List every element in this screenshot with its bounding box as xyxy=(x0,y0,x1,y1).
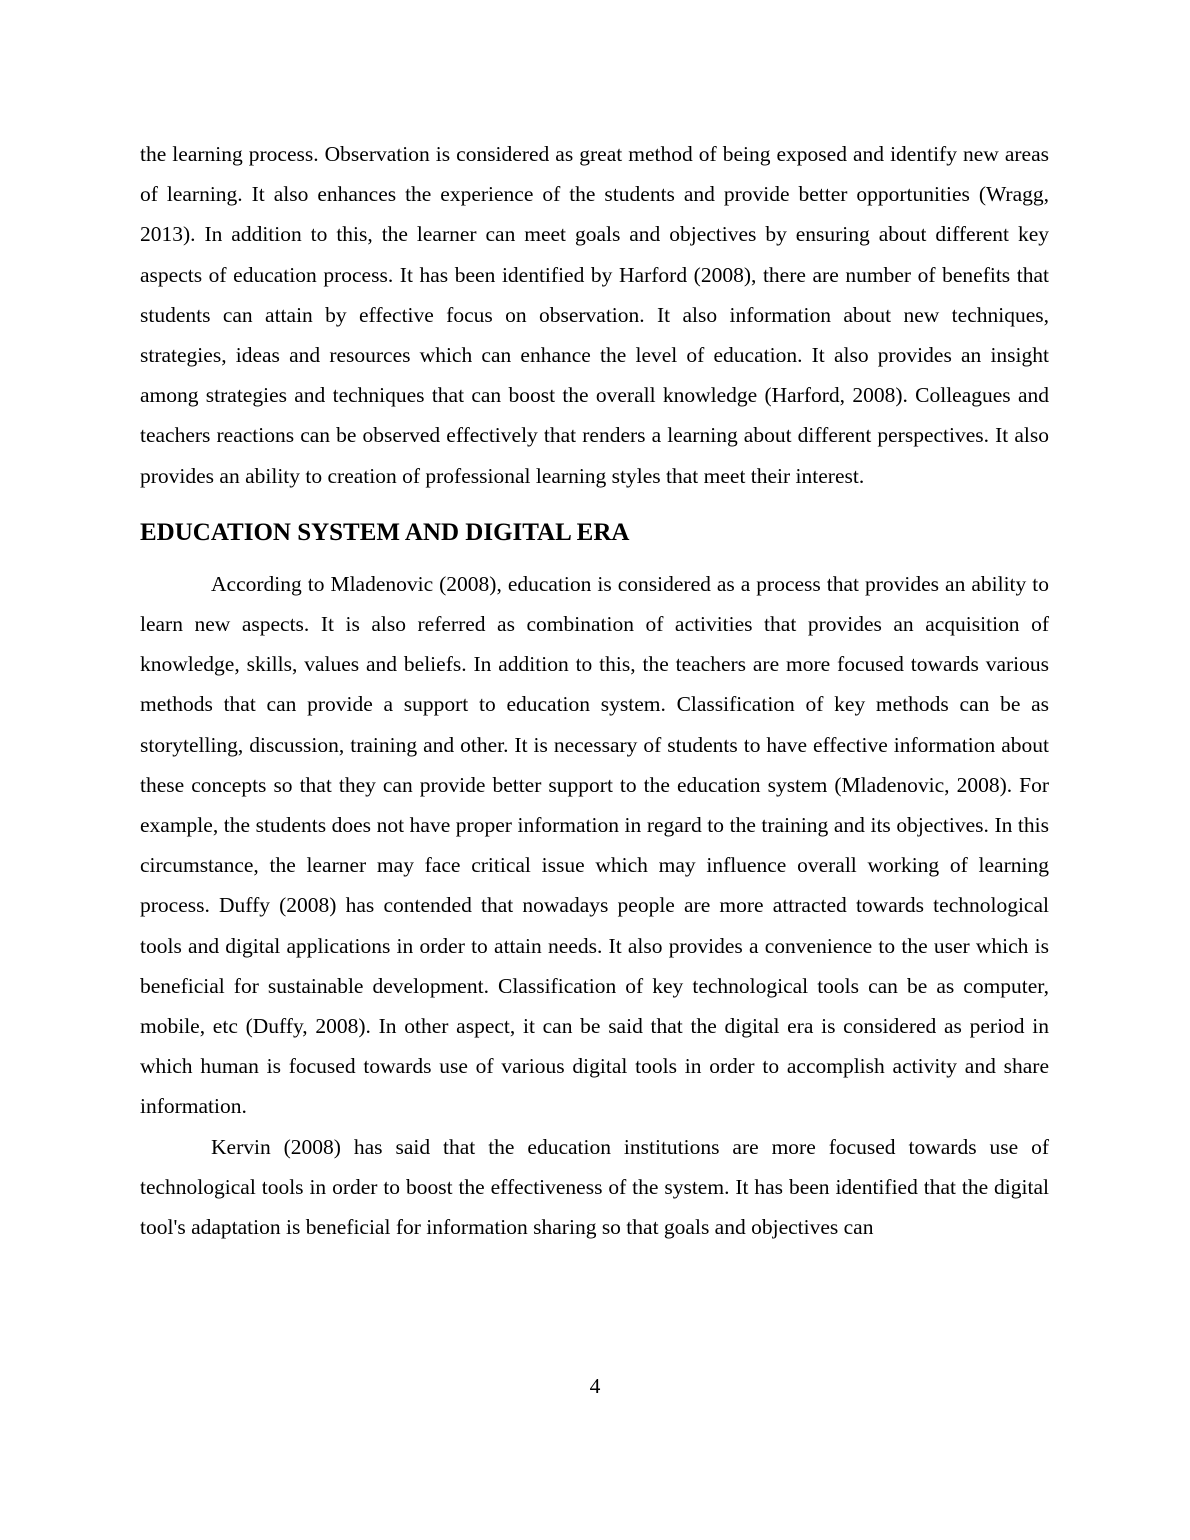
body-paragraph: According to Mladenovic (2008), education is considered as a process that provides an ability to learn new aspects. It is also referred as combination of activities that provides an acquisition of knowledge, skills, values and beliefs. In addition to this, the teachers are more focused towards various methods that can provide a support to education system. Classification of key methods can be as storytelling, discussion, training and other. It is necessary of students to have effective information about these concepts so that they can provide better support to the education system (Mladenovic, 2008). For example, the students does not have proper information in regard to the training and its objectives. In this circumstance, the learner may face critical issue which may influence overall working of learning process. Duffy (2008) has contended that nowadays people are more attracted towards technological tools and digital applications in order to attain needs. It also provides a convenience to the user which is beneficial for sustainable development. Classification of key technological tools can be as computer, mobile, etc (Duffy, 2008). In other aspect, it can be said that the digital era is considered as period in which human is focused towards use of various digital tools in order to accomplish activity and share information. xyxy=(140,571,1049,1119)
section-heading: EDUCATION SYSTEM AND DIGITAL ERA xyxy=(140,518,630,546)
page-number: 4 xyxy=(589,1374,601,1398)
body-paragraph: Kervin (2008) has said that the education institutions are more focused towards use of technological tools in order to boost the effectiveness of the system. It has been identified that the digital tool's adaptation is beneficial for information sharing so that goals and objectives can xyxy=(140,1134,1049,1240)
body-paragraph: the learning process. Observation is considered as great method of being exposed and identify new areas of learning. It also enhances the experience of the students and provide better opportunities (Wragg, 2013). In addition to this, the learner can meet goals and objectives by ensuring about different key aspects of education process. It has been identified by Harford (2008), there are number of benefits that students can attain by effective focus on observation. It also information about new techniques, strategies, ideas and resources which can enhance the level of education. It also provides an insight among strategies and techniques that can boost the overall knowledge (Harford, 2008). Colleagues and teachers reactions can be observed effectively that renders a learning about different perspectives. It also provides an ability to creation of professional learning styles that meet their interest. xyxy=(140,142,1049,488)
document-page xyxy=(140,134,1049,1247)
